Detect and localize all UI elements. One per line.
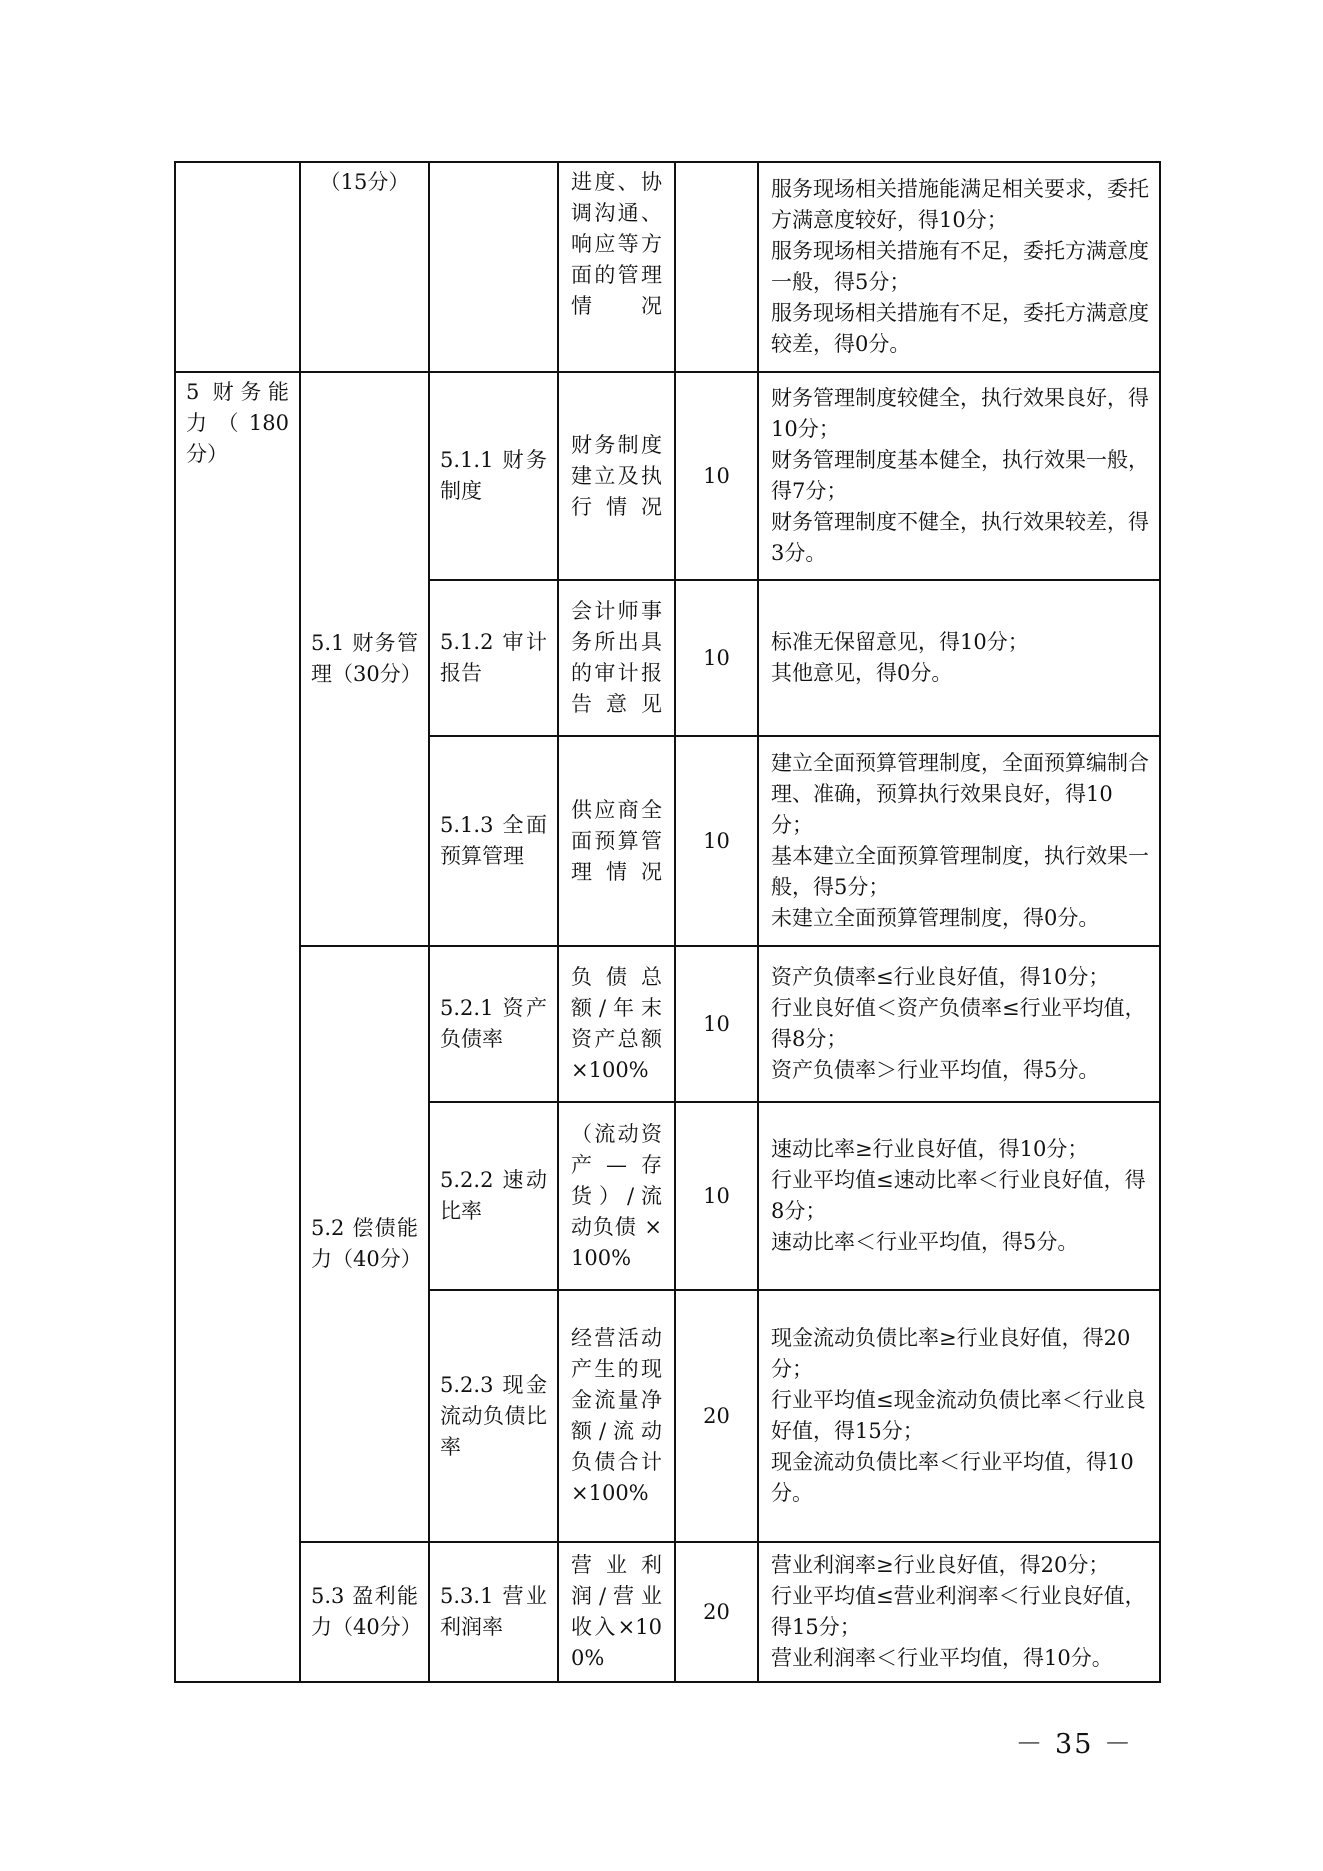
rule-cell: 资产负债率≤行业良好值，得10分； 行业良好值＜资产负债率≤行业平均值，得8分； 资产负债率＞行业平均值，得5分。 bbox=[758, 946, 1160, 1102]
rule-cell: 财务管理制度较健全，执行效果良好，得10分； 财务管理制度基本健全，执行效果一般，得7分； 财务管理制度不健全，执行效果较差，得3分。 bbox=[758, 372, 1160, 580]
rule-cell: 标准无保留意见，得10分； 其他意见，得0分。 bbox=[758, 580, 1160, 736]
page-number: － 35 － bbox=[1015, 1729, 1133, 1760]
score-cell: 10 bbox=[675, 736, 758, 946]
rule-cell: 现金流动负债比率≥行业良好值，得20分； 行业平均值≤现金流动负债比率＜行业良好值，得15分； 现金流动负债比率＜行业平均值，得10分。 bbox=[758, 1290, 1160, 1542]
item-cell: 5.1.2 审计报告 bbox=[429, 580, 558, 736]
rule-cell: 服务现场相关措施能满足相关要求，委托方满意度较好，得10分； 服务现场相关措施有不足，委托方满意度一般，得5分； 服务现场相关措施有不足，委托方满意度较差，得0分。 bbox=[758, 162, 1160, 372]
score-cell bbox=[675, 162, 758, 372]
score-cell: 20 bbox=[675, 1290, 758, 1542]
criteria-cell: 负债总额/年末资产总额 ×100% bbox=[558, 946, 675, 1102]
criteria-cell: 供应商全面预算管理情况 bbox=[558, 736, 675, 946]
criteria-cell: 经营活动产生的现金流量净额/流动负债合计 ×100% bbox=[558, 1290, 675, 1542]
subcategory-cell: （15分） bbox=[300, 162, 429, 372]
item-cell: 5.1.1 财务制度 bbox=[429, 372, 558, 580]
score-cell: 20 bbox=[675, 1542, 758, 1682]
rule-cell: 建立全面预算管理制度，全面预算编制合理、准确，预算执行效果良好，得10分； 基本建立全面预算管理制度，执行效果一般，得5分； 未建立全面预算管理制度，得0分。 bbox=[758, 736, 1160, 946]
criteria-cell: 进度、协调沟通、响应等方面的管理情况 bbox=[558, 162, 675, 372]
table-row bbox=[175, 1542, 1160, 1682]
subcategory-cell: 5.1 财务管理（30分） bbox=[300, 372, 429, 946]
score-cell: 10 bbox=[675, 580, 758, 736]
category-cell bbox=[175, 162, 300, 372]
item-cell: 5.2.2 速动比率 bbox=[429, 1102, 558, 1290]
evaluation-table bbox=[174, 161, 1161, 1683]
score-cell: 10 bbox=[675, 372, 758, 580]
table-row bbox=[175, 946, 1160, 1102]
score-cell: 10 bbox=[675, 946, 758, 1102]
criteria-cell: 财务制度建立及执行情况 bbox=[558, 372, 675, 580]
subcategory-cell: 5.2 偿债能力（40分） bbox=[300, 946, 429, 1542]
subcategory-cell: 5.3 盈利能力（40分） bbox=[300, 1542, 429, 1682]
criteria-cell: 营业利润/营业收入×100% bbox=[558, 1542, 675, 1682]
rule-cell: 速动比率≥行业良好值，得10分； 行业平均值≤速动比率＜行业良好值，得8分； 速动比率＜行业平均值，得5分。 bbox=[758, 1102, 1160, 1290]
item-cell: 5.2.3 现金流动负债比率 bbox=[429, 1290, 558, 1542]
category-cell: 5 财务能力（180分） bbox=[175, 372, 300, 1682]
item-cell bbox=[429, 162, 558, 372]
item-cell: 5.2.1 资产负债率 bbox=[429, 946, 558, 1102]
table-row bbox=[175, 162, 1160, 372]
score-cell: 10 bbox=[675, 1102, 758, 1290]
criteria-cell: （流动资产—存货）/流动负债 ×100% bbox=[558, 1102, 675, 1290]
table-row bbox=[175, 372, 1160, 580]
criteria-cell: 会计师事务所出具的审计报告意见 bbox=[558, 580, 675, 736]
item-cell: 5.3.1 营业利润率 bbox=[429, 1542, 558, 1682]
rule-cell: 营业利润率≥行业良好值，得20分； 行业平均值≤营业利润率＜行业良好值，得15分； 营业利润率＜行业平均值，得10分。 bbox=[758, 1542, 1160, 1682]
item-cell: 5.1.3 全面预算管理 bbox=[429, 736, 558, 946]
